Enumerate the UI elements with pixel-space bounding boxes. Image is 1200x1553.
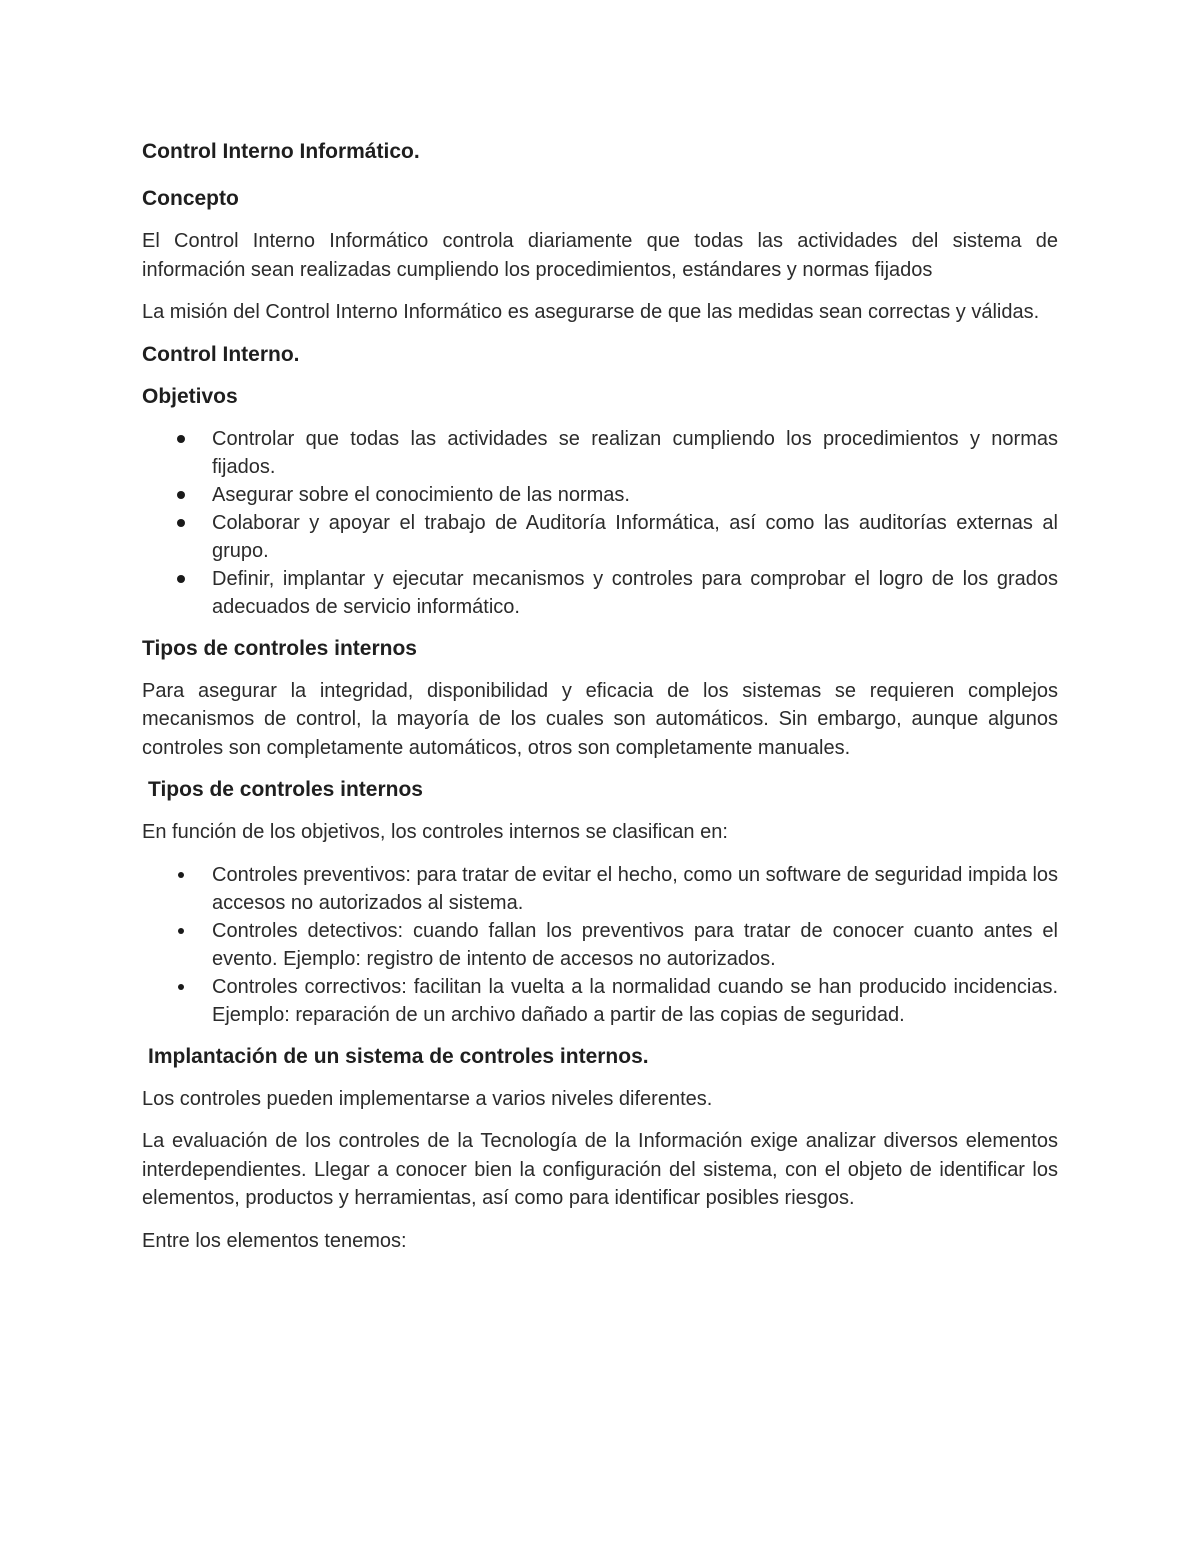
paragraph-niveles: Los controles pueden implementarse a varios niveles diferentes. (142, 1087, 713, 1110)
paragraph-tipos-intro: Para asegurar la integridad, disponibilidad y eficacia de los sistemas se requieren complejos mecanismos de control, la mayoría de los cuales son automáticos. Sin embargo, aunque algunos controles son completamente automáticos, otros son completamente manuales. (142, 679, 1058, 759)
list-item (142, 973, 1058, 1029)
document-page (142, 138, 1058, 1269)
heading-objetivos: Objetivos (142, 384, 238, 408)
paragraph-elementos: Entre los elementos tenemos: (142, 1229, 407, 1252)
list-item-text: Asegurar sobre el conocimiento de las normas. (212, 483, 630, 506)
bullet-icon (177, 435, 185, 443)
heading-tipos-controles-1: Tipos de controles internos (142, 636, 417, 660)
paragraph-concepto-mision: La misión del Control Interno Informático es asegurarse de que las medidas sean correctas y válidas. (142, 301, 1040, 323)
list-item (142, 565, 1058, 621)
paragraph-evaluacion: La evaluación de los controles de la Tecnología de la Información exige analizar diversos elementos interdependientes. Llegar a conocer bien la configuración del sistema, con el objeto de identificar los elementos, productos y herramientas, así como para identificar posibles riesgos. (142, 1130, 1058, 1209)
paragraph-concepto-definition: El Control Interno Informático controla diariamente que todas las actividades del sistema de información sean realizadas cumpliendo los procedimientos, estándares y normas fijados (142, 230, 1058, 281)
tipos-controles-list (142, 861, 1058, 1029)
heading-tipos-controles-2: Tipos de controles internos (148, 778, 423, 801)
bullet-icon (177, 519, 185, 527)
paragraph-clasificacion: En función de los objetivos, los controles internos se clasifican en: (142, 821, 728, 843)
list-item (142, 481, 1058, 509)
heading-concepto: Concepto (142, 187, 239, 210)
document-title: Control Interno Informático. (142, 140, 420, 163)
list-item (142, 509, 1058, 565)
list-item (142, 917, 1058, 973)
objetivos-list (142, 425, 1058, 621)
bullet-icon (178, 984, 184, 990)
list-item-text: Controlar que todas las actividades se realizan cumpliendo los procedimientos y normas fijados. (212, 427, 1058, 478)
bullet-icon (177, 575, 185, 583)
list-item-text: Colaborar y apoyar el trabajo de Auditoría Informática, así como las auditorías externas al grupo. (212, 511, 1058, 562)
list-item-text: Definir, implantar y ejecutar mecanismos y controles para comprobar el logro de los grados adecuados de servicio informático. (212, 567, 1058, 618)
heading-control-interno: Control Interno. (142, 342, 300, 366)
list-item (142, 861, 1058, 917)
bullet-icon (177, 491, 185, 499)
heading-implantacion: Implantación de un sistema de controles internos. (148, 1044, 649, 1068)
bullet-icon (178, 928, 184, 934)
list-item-text: Controles detectivos: cuando fallan los preventivos para tratar de conocer cuanto antes el evento. Ejemplo: registro de intento de accesos no autorizados. (212, 919, 1058, 970)
bullet-icon (178, 872, 184, 878)
list-item-text: Controles correctivos: facilitan la vuelta a la normalidad cuando se han producido incidencias. Ejemplo: reparación de un archivo dañado a partir de las copias de seguridad. (212, 975, 1058, 1026)
list-item-text: Controles preventivos: para tratar de evitar el hecho, como un software de seguridad impida los accesos no autorizados al sistema. (212, 863, 1059, 914)
list-item (142, 425, 1058, 481)
